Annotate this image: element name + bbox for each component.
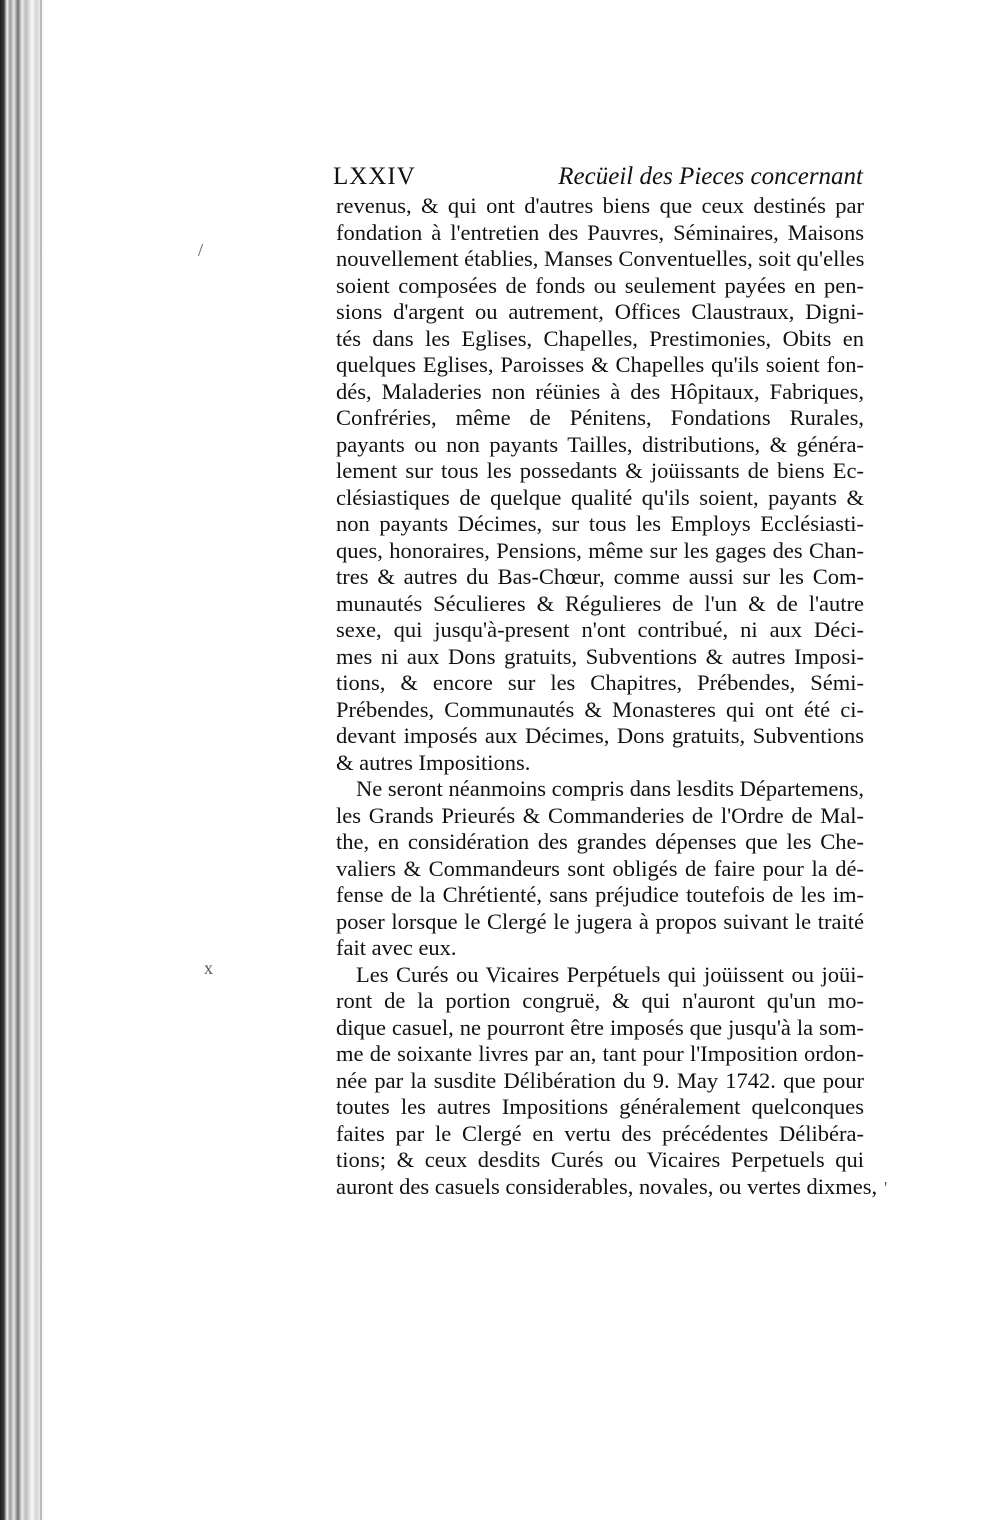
text-line: faites par le Clergé en vertu des précédentes Délibéra- (336, 1120, 864, 1146)
paragraph (336, 961, 878, 1201)
text-line: dés, Maladeries non réünies à des Hôpitaux, Fabriques, (336, 378, 864, 404)
text-line: me de soixante livres par an, tant pour l'Imposition ordon- (336, 1041, 864, 1066)
running-head (333, 160, 863, 194)
text-line: toutes les autres Impositions généralement quelconques (336, 1094, 864, 1119)
text-line: dique casuel, ne pourront être imposés que jusqu'à la som- (336, 1014, 864, 1040)
text-line: tions, & encore sur les Chapitres, Prébendes, Sémi- (336, 670, 864, 695)
text-line: née par la susdite Délibération du 9. May 1742. que pour (336, 1067, 864, 1093)
text-line: quelques Eglises, Paroisses & Chapelles qu'ils soient fon- (336, 352, 864, 377)
text-line: & autres Impositions. (336, 749, 531, 775)
text-line: lement sur tous les possedants & joüissants de biens Ec- (336, 458, 864, 483)
text-line: the, en considération des grandes dépenses que les Che- (336, 829, 864, 854)
text-line: mes ni aux Dons gratuits, Subventions & autres Imposi- (336, 643, 864, 669)
text-line: revenus, & qui ont d'autres biens que ceux destinés par (336, 193, 864, 218)
body-text (336, 193, 878, 1200)
text-line: fait avec eux. (336, 935, 457, 960)
text-line: tres & autres du Bas-Chœur, comme aussi sur les Com- (336, 564, 864, 589)
text-line: ques, honoraires, Pensions, même sur les gages des Chan- (336, 537, 864, 563)
text-line: ront de la portion congruë, & qui n'auront qu'un mo- (336, 988, 864, 1013)
text-line: poser lorsque le Clergé le jugera à propos suivant le traité (336, 908, 864, 934)
text-line: fense de la Chrétienté, sans préjudice toutefois de les im- (336, 882, 864, 907)
text-line: fondation à l'entretien des Pauvres, Séminaires, Maisons (336, 219, 864, 245)
text-line: les Grands Prieurés & Commanderies de l'Ordre de Mal- (336, 802, 864, 828)
margin-mark: x (204, 958, 213, 978)
text-line: devant imposés aux Décimes, Dons gratuits, Subventions (336, 723, 864, 748)
text-line: clésiastiques de quelque qualité qu'ils soient, payants & (336, 484, 864, 510)
binding-gutter-line (40, 0, 42, 1520)
margin-mark: ' (884, 1178, 888, 1198)
text-line: munautés Séculieres & Régulieres de l'un & de l'autre (336, 590, 864, 616)
text-line: non payants Décimes, sur tous les Employs Ecclésiasti- (336, 511, 864, 536)
text-line: tés dans les Eglises, Chapelles, Prestimonies, Obits en (336, 325, 864, 351)
paragraph (336, 776, 864, 962)
text-line: soient composées de fonds ou seulement payées en pen- (336, 272, 864, 298)
book-binding-edge (0, 0, 44, 1520)
text-line: payants ou non payants Tailles, distributions, & généra- (336, 431, 864, 457)
text-line: Les Curés ou Vicaires Perpétuels qui joüissent ou joüi- (356, 961, 864, 987)
running-title: Recüeil des Pieces concernant (558, 163, 863, 190)
paragraph (336, 193, 864, 776)
text-line: valiers & Commandeurs sont obligés de faire pour la dé- (336, 855, 864, 881)
text-line: Confréries, même de Pénitens, Fondations Rurales, (336, 405, 864, 430)
text-line: nouvellement établies, Manses Conventuelles, soit qu'elles (336, 246, 865, 271)
text-line: tions; & ceux desdits Curés ou Vicaires Perpetuels qui (336, 1147, 864, 1172)
page-folio: LXXIV (333, 163, 416, 190)
text-line: sexe, qui jusqu'à-present n'ont contribué, ni aux Déci- (336, 617, 864, 642)
text-line: auront des casuels considerables, novales, ou vertes dixmes, (336, 1173, 878, 1199)
text-line: Ne seront néanmoins compris dans lesdits Départemens, (356, 776, 865, 801)
text-line: sions d'argent ou autrement, Offices Claustraux, Digni- (336, 299, 864, 324)
text-line: Prébendes, Communautés & Monasteres qui ont été ci- (336, 696, 864, 722)
margin-mark: / (198, 240, 204, 260)
